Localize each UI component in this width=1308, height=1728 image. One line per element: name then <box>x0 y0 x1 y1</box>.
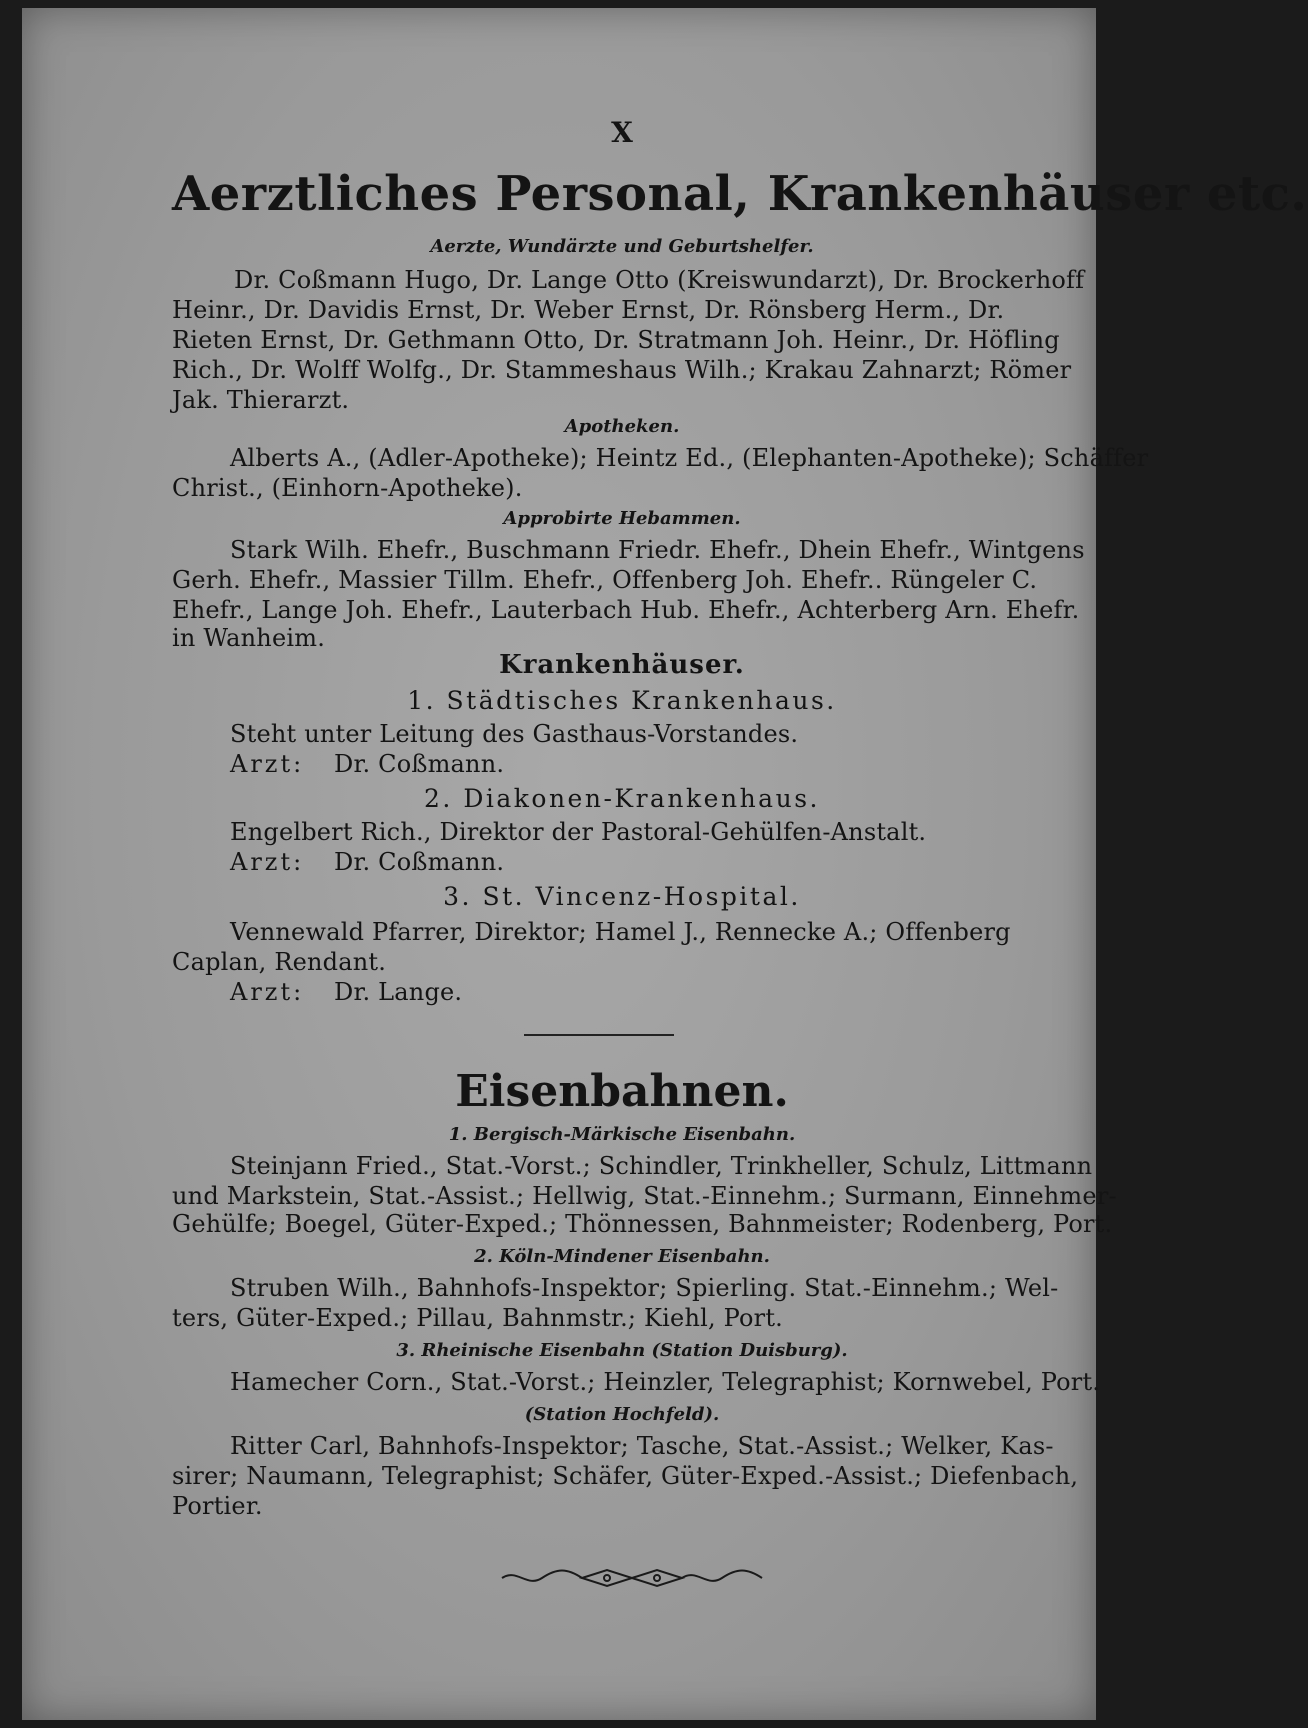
ornament-icon <box>497 1564 767 1592</box>
aerzte-line: Rich., Dr. Wolff Wolfg., Dr. Stammeshaus Wilh.; Krakau Zahnarzt; Römer <box>172 356 1072 384</box>
aerzte-line: Heinr., Dr. Davidis Ernst, Dr. Weber Ernst, Dr. Rönsberg Herm., Dr. <box>172 296 1005 324</box>
apotheken-line: Christ., (Einhorn-Apotheke). <box>172 474 523 502</box>
railway-heading: 1. Bergisch-Märkische Eisenbahn. <box>448 1124 796 1145</box>
subtitle-hebammen: Approbirte Hebammen. <box>503 508 741 529</box>
arzt-name: Dr. Lange. <box>334 978 463 1006</box>
railway-line: Steinjann Fried., Stat.-Vorst.; Schindler, Trinkheller, Schulz, Littmann <box>230 1152 1093 1180</box>
subtitle-aerzte: Aerzte, Wundärzte und Geburtshelfer. <box>430 236 814 257</box>
page <box>22 8 1308 1720</box>
arzt-label: Arzt: <box>230 750 305 778</box>
hospital-line: Engelbert Rich., Direktor der Pastoral-Gehülfen-Anstalt. <box>230 818 927 846</box>
hebammen-line: Gerh. Ehefr., Massier Tillm. Ehefr., Offenberg Joh. Ehefr.. Rüngeler C. <box>172 566 1038 594</box>
hospital-line: Caplan, Rendant. <box>172 948 387 976</box>
hebammen-line: Stark Wilh. Ehefr., Buschmann Friedr. Ehefr., Dhein Ehefr., Wintgens <box>230 536 1085 564</box>
page-number: X <box>611 116 633 149</box>
arzt-name: Dr. Coßmann. <box>334 750 505 778</box>
arzt-label: Arzt: <box>230 978 305 1006</box>
apotheken-line: Alberts A., (Adler-Apotheke); Heintz Ed., (Elephanten-Apotheke); Schäffer <box>230 444 1149 472</box>
railway-line: sirer; Naumann, Telegraphist; Schäfer, Güter-Exped.-Assist.; Diefenbach, <box>172 1462 1079 1490</box>
section-divider <box>524 1034 674 1036</box>
hebammen-line: in Wanheim. <box>172 624 326 652</box>
railway-line: Ritter Carl, Bahnhofs-Inspektor; Tasche, Stat.-Assist.; Welker, Kas- <box>230 1432 1054 1460</box>
railway-heading: 3. Rheinische Eisenbahn (Station Duisburg). <box>396 1340 848 1361</box>
railway-line: Gehülfe; Boegel, Güter-Exped.; Thönnessen, Bahnmeister; Rodenberg, Port. <box>172 1210 1113 1238</box>
railway-line: Portier. <box>172 1492 263 1520</box>
section-title-aerztliches-personal: Aerztliches Personal, Krankenhäuser etc. <box>172 166 1308 222</box>
arzt-label: Arzt: <box>230 848 305 876</box>
railway-line: und Markstein, Stat.-Assist.; Hellwig, Stat.-Einnehm.; Surmann, Einnehmer- <box>172 1182 1117 1210</box>
hospital-line: Vennewald Pfarrer, Direktor; Hamel J., Rennecke A.; Offenberg <box>230 918 1011 946</box>
railway-line: Struben Wilh., Bahnhofs-Inspektor; Spierling. Stat.-Einnehm.; Wel- <box>230 1274 1059 1302</box>
aerzte-line: Dr. Coßmann Hugo, Dr. Lange Otto (Kreiswundarzt), Dr. Brockerhoff <box>234 266 1085 294</box>
railway-line: ters, Güter-Exped.; Pillau, Bahnmstr.; Kiehl, Port. <box>172 1304 784 1332</box>
section-title-krankenhaeuser: Krankenhäuser. <box>499 650 745 680</box>
hospital-name: 2. Diakonen-Krankenhaus. <box>424 784 820 813</box>
hospital-line: Steht unter Leitung des Gasthaus-Vorstandes. <box>230 720 799 748</box>
railway-heading: 2. Köln-Mindener Eisenbahn. <box>474 1246 770 1267</box>
arzt-name: Dr. Coßmann. <box>334 848 505 876</box>
hospital-name: 3. St. Vincenz-Hospital. <box>443 882 801 911</box>
subtitle-apotheken: Apotheken. <box>564 416 680 437</box>
aerzte-line: Jak. Thierarzt. <box>172 386 350 414</box>
section-title-eisenbahnen: Eisenbahnen. <box>455 1066 789 1117</box>
railway-line: Hamecher Corn., Stat.-Vorst.; Heinzler, Telegraphist; Kornwebel, Port. <box>230 1368 1101 1396</box>
aerzte-line: Rieten Ernst, Dr. Gethmann Otto, Dr. Stratmann Joh. Heinr., Dr. Höfling <box>172 326 1060 354</box>
hospital-name: 1. Städtisches Krankenhaus. <box>407 686 837 715</box>
railway-heading: (Station Hochfeld). <box>524 1404 720 1425</box>
hebammen-line: Ehefr., Lange Joh. Ehefr., Lauterbach Hub. Ehefr., Achterberg Arn. Ehefr. <box>172 596 1080 624</box>
